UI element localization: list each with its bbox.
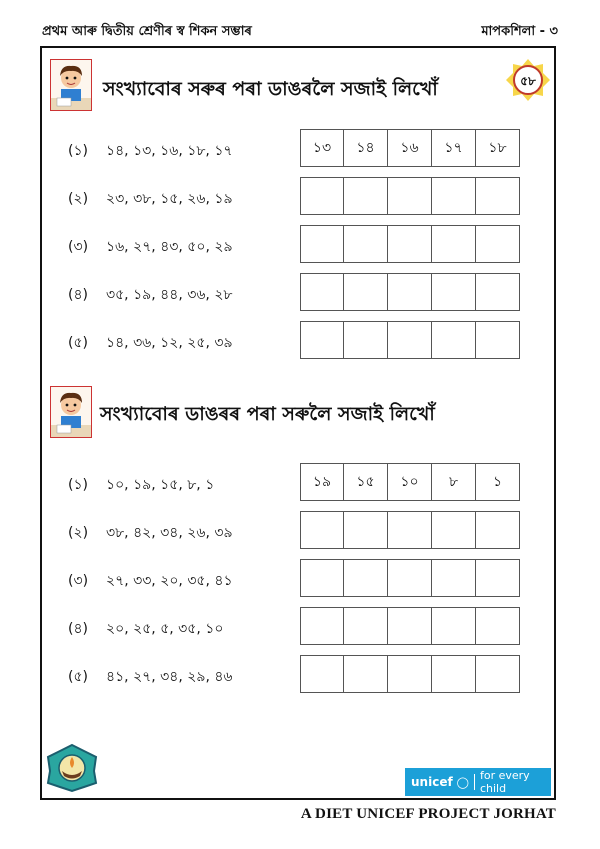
answer-box[interactable]: ১০: [388, 463, 432, 501]
exercise-row-label: [68, 569, 233, 593]
answer-boxes: [300, 129, 520, 167]
answer-box[interactable]: [388, 511, 432, 549]
answer-box[interactable]: ১৩: [300, 129, 344, 167]
row-numbers: ২০, ২৫, ৫, ৩৫, ১০: [106, 621, 224, 637]
answer-box[interactable]: [300, 607, 344, 645]
unicef-tagline: for every child: [479, 769, 530, 795]
answer-box[interactable]: [476, 559, 520, 597]
answer-box[interactable]: [432, 273, 476, 311]
answer-box[interactable]: [344, 607, 388, 645]
row-number: (৪): [68, 287, 89, 303]
answer-boxes: [300, 273, 520, 311]
answer-box[interactable]: [300, 655, 344, 693]
star-badge-icon: [505, 57, 551, 103]
answer-box[interactable]: [476, 511, 520, 549]
answer-box[interactable]: ১৪: [344, 129, 388, 167]
exercise-row-label: [68, 473, 214, 497]
exercise-row-label: [68, 665, 233, 689]
answer-box[interactable]: ১৮: [476, 129, 520, 167]
section1-heading: সংখ্যাবোৰ সৰুৰ পৰা ডাঙৰলৈ সজাই লিখোঁ: [103, 78, 438, 100]
answer-boxes: [300, 607, 520, 645]
answer-boxes: [300, 655, 520, 693]
answer-box[interactable]: [432, 321, 476, 359]
answer-boxes: [300, 511, 520, 549]
row-numbers: ১৬, ২৭, ৪৩, ৫০, ২৯: [106, 239, 233, 255]
row-number: (২): [68, 191, 89, 207]
answer-box[interactable]: [432, 177, 476, 215]
answer-box[interactable]: [344, 273, 388, 311]
answer-box[interactable]: [432, 511, 476, 549]
row-numbers: ২৩, ৩৮, ১৫, ২৬, ১৯: [106, 191, 233, 207]
row-number: (২): [68, 525, 89, 541]
section2-heading: সংখ্যাবোৰ ডাঙৰৰ পৰা সৰুলৈ সজাই লিখোঁ: [100, 403, 435, 425]
answer-box[interactable]: ১৬: [388, 129, 432, 167]
answer-box[interactable]: [388, 225, 432, 263]
answer-box[interactable]: ৮: [432, 463, 476, 501]
page-number-badge: [505, 57, 551, 103]
diet-logo-icon: [44, 743, 100, 793]
row-numbers: ৩৫, ১৯, ৪৪, ৩৬, ২৮: [106, 287, 233, 303]
answer-boxes: [300, 225, 520, 263]
unicef-banner: [405, 768, 551, 796]
answer-box[interactable]: [300, 321, 344, 359]
unicef-brand: unicef: [411, 775, 453, 789]
row-numbers: ১০, ১৯, ১৫, ৮, ১: [106, 477, 215, 493]
answer-boxes: [300, 321, 520, 359]
row-numbers: ১৪, ৩৬, ১২, ২৫, ৩৯: [106, 335, 233, 351]
answer-box[interactable]: [344, 655, 388, 693]
answer-box[interactable]: [300, 177, 344, 215]
answer-box[interactable]: ১৭: [432, 129, 476, 167]
answer-box[interactable]: [388, 321, 432, 359]
answer-box[interactable]: [476, 177, 520, 215]
answer-box[interactable]: [476, 655, 520, 693]
answer-box[interactable]: [344, 177, 388, 215]
exercise-row-label: [68, 187, 233, 211]
answer-box[interactable]: ১: [476, 463, 520, 501]
student-avatar-icon: [50, 59, 92, 111]
row-number: (৫): [68, 669, 89, 685]
answer-box[interactable]: [300, 511, 344, 549]
page-badge-number: ৫৮: [520, 74, 536, 88]
row-number: (৩): [68, 573, 89, 589]
answer-boxes: [300, 463, 520, 501]
answer-box[interactable]: [300, 559, 344, 597]
answer-box[interactable]: [476, 321, 520, 359]
answer-box[interactable]: [388, 655, 432, 693]
answer-boxes: [300, 177, 520, 215]
answer-box[interactable]: ১৯: [300, 463, 344, 501]
row-number: (৪): [68, 621, 89, 637]
header-left-title: প্ৰথম আৰু দ্বিতীয় শ্ৰেণীৰ স্ব শিকন সম্ভাৰ: [42, 24, 252, 39]
answer-box[interactable]: [300, 273, 344, 311]
answer-box[interactable]: [344, 559, 388, 597]
answer-box[interactable]: [432, 225, 476, 263]
row-number: (৩): [68, 239, 89, 255]
footer-credit: A DIET UNICEF PROJECT JORHAT: [300, 806, 556, 822]
answer-box[interactable]: [388, 273, 432, 311]
answer-box[interactable]: [300, 225, 344, 263]
row-numbers: ৪১, ২৭, ৩৪, ২৯, ৪৬: [106, 669, 233, 685]
answer-box[interactable]: [388, 607, 432, 645]
answer-boxes: [300, 559, 520, 597]
answer-box[interactable]: [344, 321, 388, 359]
unicef-separator: [474, 774, 475, 790]
exercise-row-label: [68, 139, 233, 163]
answer-box[interactable]: [432, 607, 476, 645]
exercise-row-label: [68, 331, 233, 355]
answer-box[interactable]: [476, 225, 520, 263]
exercise-row-label: [68, 617, 223, 641]
answer-box[interactable]: [388, 177, 432, 215]
globe-icon: ◯: [456, 775, 469, 789]
answer-box[interactable]: [432, 655, 476, 693]
row-number: (৫): [68, 335, 89, 351]
row-number: (১): [68, 143, 89, 159]
exercise-row-label: [68, 521, 233, 545]
student-avatar-icon: [50, 386, 92, 438]
row-numbers: ২৭, ৩৩, ২০, ৩৫, ৪১: [106, 573, 233, 589]
answer-box[interactable]: [344, 511, 388, 549]
exercise-row-label: [68, 283, 233, 307]
answer-box[interactable]: [476, 273, 520, 311]
exercise-row-label: [68, 235, 233, 259]
answer-box[interactable]: [388, 559, 432, 597]
answer-box[interactable]: [432, 559, 476, 597]
answer-box[interactable]: ১৫: [344, 463, 388, 501]
row-numbers: ১৪, ১৩, ১৬, ১৮, ১৭: [106, 143, 233, 159]
row-number: (১): [68, 477, 89, 493]
header-right-title: মাপকশিলা - ৩: [481, 24, 558, 39]
answer-box[interactable]: [344, 225, 388, 263]
row-numbers: ৩৮, ৪২, ৩৪, ২৬, ৩৯: [106, 525, 233, 541]
answer-box[interactable]: [476, 607, 520, 645]
